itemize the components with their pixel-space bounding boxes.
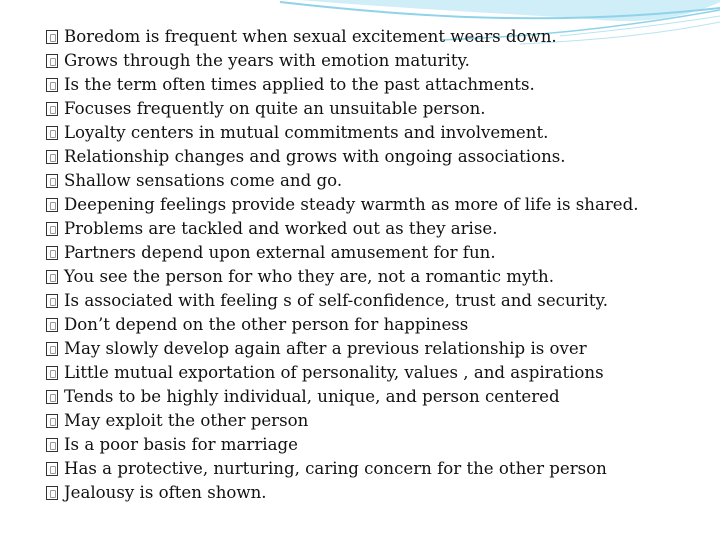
missing-glyph-box-icon [46, 390, 58, 404]
list-item [46, 457, 706, 481]
missing-glyph-box-icon [46, 318, 58, 332]
bullet-text: Partners depend upon external amusement for fun. [64, 243, 496, 262]
missing-glyph-box-icon [46, 126, 58, 140]
missing-glyph-box-icon [46, 486, 58, 500]
list-item [46, 73, 706, 97]
bullet-text: Has a protective, nurturing, caring concern for the other person [64, 459, 607, 478]
list-item [46, 217, 706, 241]
missing-glyph-box-icon [46, 366, 58, 380]
bullet-text: Shallow sensations come and go. [64, 171, 343, 190]
list-item [46, 481, 706, 505]
bullet-text: Is associated with feeling s of self-confidence, trust and security. [64, 291, 608, 310]
list-item [46, 145, 706, 169]
missing-glyph-box-icon [46, 342, 58, 356]
list-item [46, 193, 706, 217]
missing-glyph-box-icon [46, 222, 58, 236]
bullet-text: Problems are tackled and worked out as they arise. [64, 219, 498, 238]
list-item [46, 121, 706, 145]
list-item [46, 25, 706, 49]
bullet-text: Little mutual exportation of personality, values , and aspirations [64, 363, 604, 382]
list-item [46, 169, 706, 193]
bullet-text: Is a poor basis for marriage [64, 435, 298, 454]
missing-glyph-box-icon [46, 294, 58, 308]
bullet-text: Is the term often times applied to the past attachments. [64, 75, 535, 94]
bullet-text: You see the person for who they are, not a romantic myth. [64, 267, 555, 286]
list-item [46, 265, 706, 289]
bullet-text: Focuses frequently on quite an unsuitable person. [64, 99, 486, 118]
bullet-text: Tends to be highly individual, unique, and person centered [64, 387, 560, 406]
bullet-text: May exploit the other person [64, 411, 309, 430]
bullet-text: Don’t depend on the other person for happiness [64, 315, 469, 334]
bullet-text: Boredom is frequent when sexual excitement wears down. [64, 27, 557, 46]
list-item [46, 433, 706, 457]
bullet-text: May slowly develop again after a previous relationship is over [64, 339, 587, 358]
missing-glyph-box-icon [46, 78, 58, 92]
missing-glyph-box-icon [46, 174, 58, 188]
list-item [46, 289, 706, 313]
list-item [46, 241, 706, 265]
bullet-text: Relationship changes and grows with ongoing associations. [64, 147, 566, 166]
bullet-text: Grows through the years with emotion maturity. [64, 51, 470, 70]
missing-glyph-box-icon [46, 246, 58, 260]
list-item [46, 385, 706, 409]
missing-glyph-box-icon [46, 102, 58, 116]
missing-glyph-box-icon [46, 150, 58, 164]
list-item [46, 337, 706, 361]
bullet-text: Loyalty centers in mutual commitments and involvement. [64, 123, 549, 142]
missing-glyph-box-icon [46, 462, 58, 476]
list-item [46, 409, 706, 433]
missing-glyph-box-icon [46, 414, 58, 428]
missing-glyph-box-icon [46, 438, 58, 452]
list-item [46, 97, 706, 121]
bullet-list [46, 25, 706, 505]
list-item [46, 49, 706, 73]
bullet-text: Jealousy is often shown. [64, 483, 267, 502]
missing-glyph-box-icon [46, 198, 58, 212]
list-item [46, 313, 706, 337]
missing-glyph-box-icon [46, 54, 58, 68]
bullet-text: Deepening feelings provide steady warmth as more of life is shared. [64, 195, 639, 214]
missing-glyph-box-icon [46, 270, 58, 284]
missing-glyph-box-icon [46, 30, 58, 44]
list-item [46, 361, 706, 385]
